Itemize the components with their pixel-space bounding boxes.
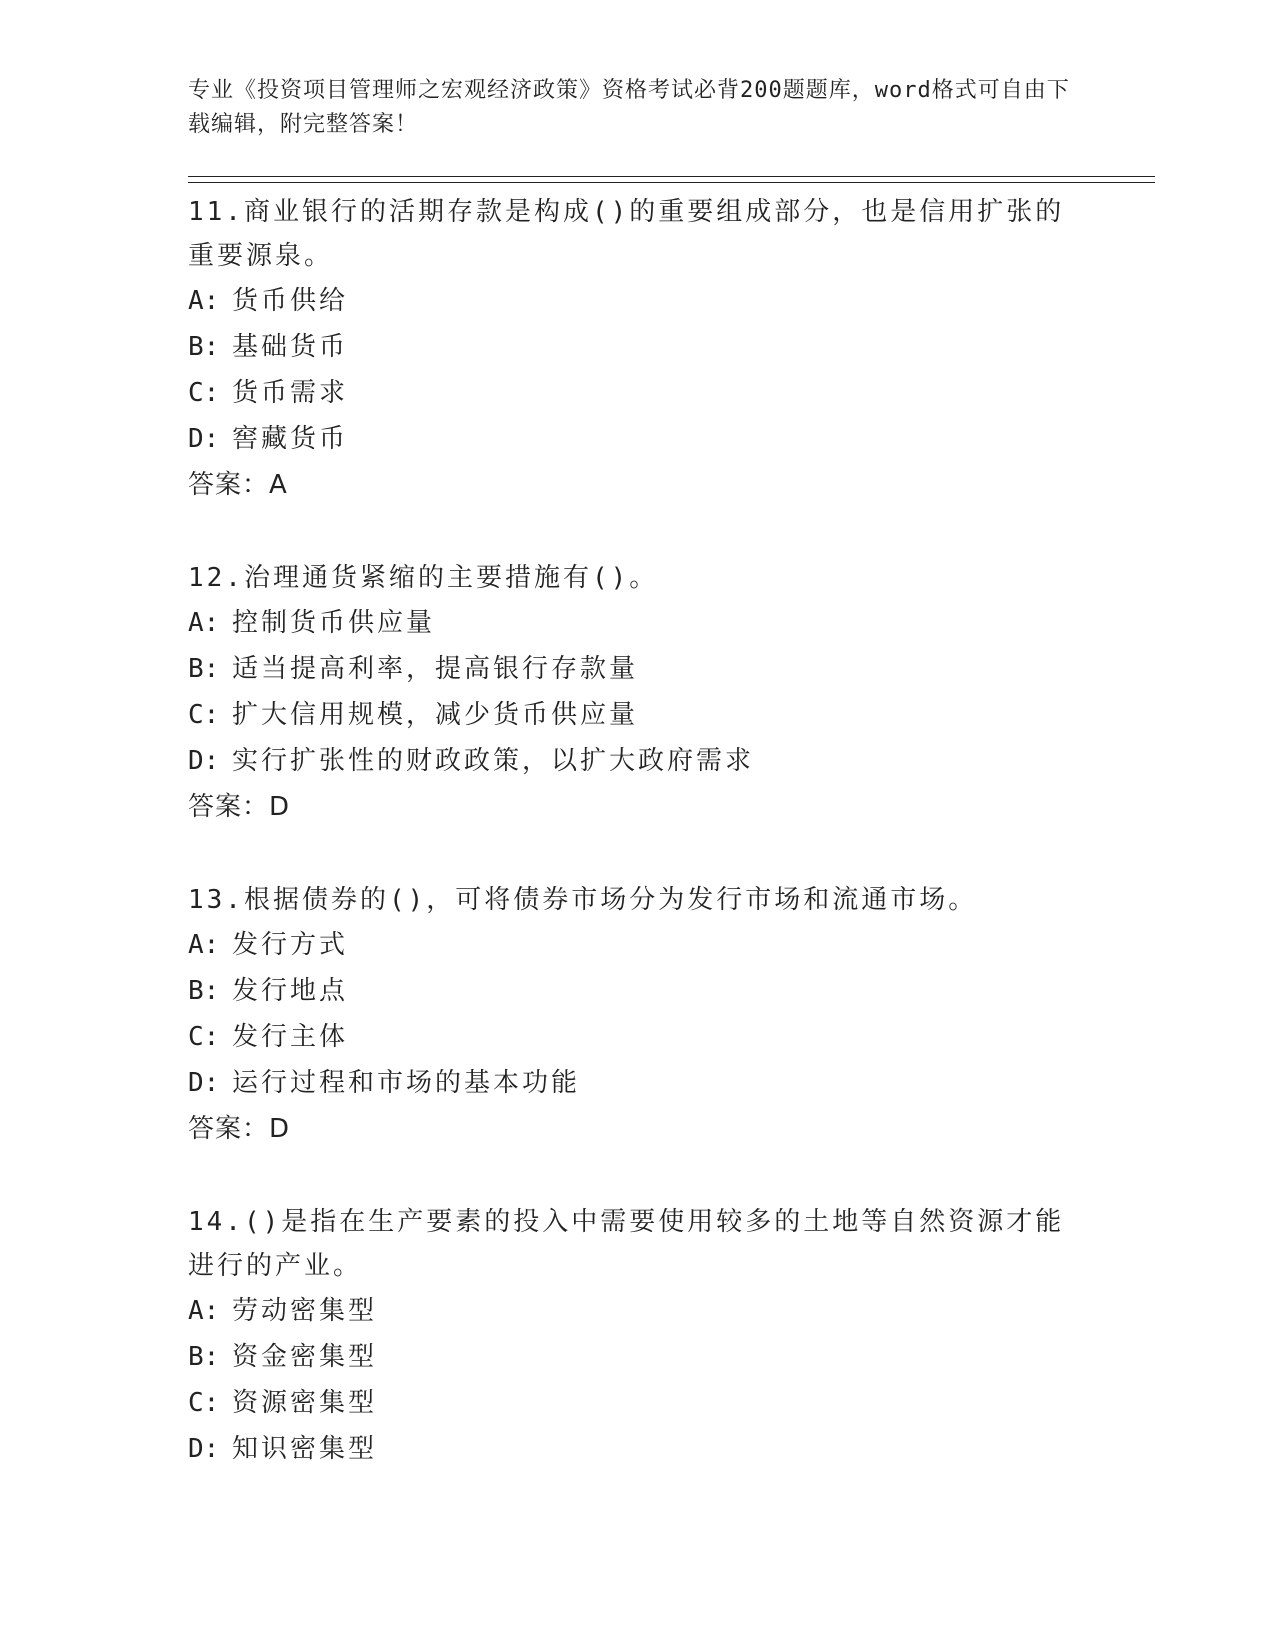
- option-text: 劳动密集型: [232, 1296, 378, 1326]
- question-stem: 12.治理通货紧缩的主要措施有()。: [188, 563, 659, 593]
- question-stem: 13.根据债券的()，可将债券市场分为发行市场和流通市场。: [188, 885, 978, 915]
- option-c: [188, 1380, 1088, 1426]
- option-c: [188, 692, 1088, 738]
- option-b: [188, 968, 1088, 1014]
- option-b: [188, 646, 1088, 692]
- option-letter: B:: [188, 1342, 220, 1372]
- option-text: 控制货币供应量: [232, 608, 436, 638]
- option-text: 发行地点: [232, 976, 349, 1006]
- option-b: [188, 324, 1088, 370]
- answer-line: 答案：D: [188, 792, 291, 822]
- option-a: [188, 278, 1088, 324]
- option-text: 发行主体: [232, 1022, 349, 1052]
- option-letter: A:: [188, 608, 220, 638]
- option-letter: D:: [188, 746, 220, 776]
- question-11: [188, 190, 1088, 508]
- option-letter: A:: [188, 1296, 220, 1326]
- option-c: [188, 1014, 1088, 1060]
- answer-line: 答案：A: [188, 470, 288, 500]
- question-list: [188, 190, 1088, 1520]
- option-letter: C:: [188, 1022, 220, 1052]
- question-12: [188, 556, 1088, 830]
- option-a: [188, 922, 1088, 968]
- option-letter: C:: [188, 378, 220, 408]
- option-text: 资金密集型: [232, 1342, 378, 1372]
- option-d: [188, 738, 1088, 784]
- option-a: [188, 1288, 1088, 1334]
- option-letter: C:: [188, 700, 220, 730]
- option-letter: B:: [188, 332, 220, 362]
- option-text: 实行扩张性的财政政策，以扩大政府需求: [232, 746, 755, 776]
- option-text: 基础货币: [232, 332, 349, 362]
- option-text: 适当提高利率，提高银行存款量: [232, 654, 639, 684]
- option-b: [188, 1334, 1088, 1380]
- header-rule-bottom: [188, 182, 1155, 183]
- option-text: 发行方式: [232, 930, 349, 960]
- option-text: 知识密集型: [232, 1434, 378, 1464]
- option-letter: B:: [188, 654, 220, 684]
- header-rule-top: [188, 176, 1155, 177]
- option-text: 扩大信用规模，减少货币供应量: [232, 700, 639, 730]
- option-d: [188, 416, 1088, 462]
- option-letter: D:: [188, 1068, 220, 1098]
- option-text: 货币供给: [232, 286, 349, 316]
- option-text: 资源密集型: [232, 1388, 378, 1418]
- option-text: 窖藏货币: [232, 424, 349, 454]
- question-stem: 11.商业银行的活期存款是构成()的重要组成部分，也是信用扩张的重要源泉。: [188, 197, 1065, 271]
- option-text: 运行过程和市场的基本功能: [232, 1068, 581, 1098]
- question-14: [188, 1200, 1088, 1472]
- answer-line: 答案：D: [188, 1114, 291, 1144]
- option-letter: A:: [188, 286, 220, 316]
- option-letter: D:: [188, 1434, 220, 1464]
- option-d: [188, 1060, 1088, 1106]
- document-header: 专业《投资项目管理师之宏观经济政策》资格考试必背200题题库，word格式可自由下载编辑，附完整答案！: [188, 78, 1070, 137]
- option-a: [188, 600, 1088, 646]
- option-c: [188, 370, 1088, 416]
- option-text: 货币需求: [232, 378, 349, 408]
- option-letter: D:: [188, 424, 220, 454]
- option-d: [188, 1426, 1088, 1472]
- question-stem: 14.()是指在生产要素的投入中需要使用较多的土地等自然资源才能进行的产业。: [188, 1207, 1065, 1281]
- option-letter: C:: [188, 1388, 220, 1418]
- question-13: [188, 878, 1088, 1152]
- option-letter: B:: [188, 976, 220, 1006]
- option-letter: A:: [188, 930, 220, 960]
